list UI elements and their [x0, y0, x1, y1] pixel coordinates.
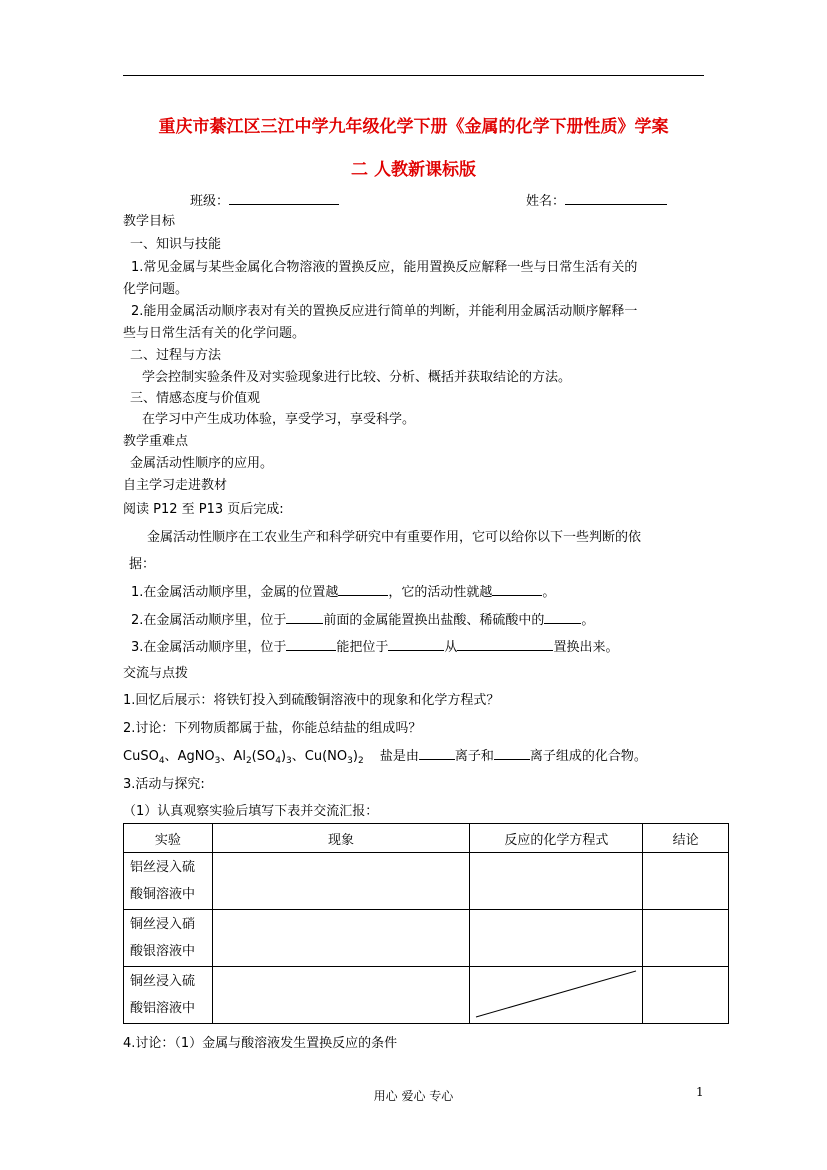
table-header: 现象 [212, 824, 470, 853]
name-blank[interactable] [565, 190, 667, 205]
answer-blank[interactable] [286, 609, 323, 624]
table-header: 结论 [643, 824, 729, 853]
formula-cuno32: $Cu(NO_3)_2$ [304, 749, 364, 766]
fill-question-3: 3.在金属活动顺序里，位于 能把位于 从 置换出来。 [131, 636, 618, 655]
phenomenon-cell[interactable] [212, 910, 470, 967]
equation-cell[interactable] [470, 910, 643, 967]
experiment-cell: 铜丝浸入硝 酸银溶液中 [124, 910, 213, 967]
page-subtitle: 二 人教新课标版 [351, 160, 476, 180]
answer-blank[interactable] [419, 745, 455, 760]
text-line: 在学习中产生成功体验，享受学习，享受科学。 [142, 412, 416, 427]
formula-agno3: AgNO$_3$ [177, 749, 221, 766]
name-label: 姓名： [526, 194, 566, 209]
salt-formula-line: CuSO$_4$、AgNO$_3$、$Al_2(SO_4)_3$、$Cu(NO_3)_2$ 盐是由 离子和 离子组成的化合物。 [123, 745, 647, 766]
text-line: 1.常见金属与某些金属化合物溶液的置换反应，能用置换反应解释一些与日常生活有关的 [131, 260, 638, 275]
text-line: 2.能用金属活动顺序表对有关的置换反应进行简单的判断，并能利用金属活动顺序解释一 [131, 304, 638, 319]
text-line: 4.讨论：（1）金属与酸溶液发生置换反应的条件 [123, 1036, 398, 1051]
text-line: 2.讨论：下列物质都属于盐，你能总结盐的组成吗？ [123, 721, 422, 736]
conclusion-cell[interactable] [643, 910, 729, 967]
equation-cell[interactable] [470, 853, 643, 910]
formula-cuso4: CuSO$_4$ [123, 749, 165, 766]
conclusion-cell[interactable] [643, 967, 729, 1024]
experiment-table [123, 823, 729, 1024]
answer-blank[interactable] [457, 636, 553, 651]
section-heading: 教学目标 [123, 214, 176, 229]
section-heading: 自主学习走进教材 [123, 478, 228, 493]
section-heading: 交流与点拨 [123, 666, 189, 681]
phenomenon-cell[interactable] [212, 967, 470, 1024]
phenomenon-cell[interactable] [212, 853, 470, 910]
text-line: 化学问题。 [123, 282, 189, 297]
class-label: 班级： [190, 194, 230, 209]
answer-blank[interactable] [492, 581, 542, 596]
text-line: 1.回忆后展示：将铁钉投入到硫酸铜溶液中的现象和化学方程式？ [123, 693, 500, 708]
text-line: 据： [129, 557, 156, 572]
table-row [124, 853, 729, 910]
class-blank[interactable] [229, 190, 339, 205]
table-header-row [124, 824, 729, 853]
answer-blank[interactable] [494, 745, 530, 760]
page-title: 重庆市綦江区三江中学九年级化学下册《金属的化学下册性质》学案 [158, 117, 669, 137]
text-line: 金属活动性顺序在工农业生产和科学研究中有重要作用，它可以给你以下一些判断的依 [147, 530, 642, 545]
header-rule [123, 75, 704, 76]
answer-blank[interactable] [388, 636, 444, 651]
class-field [190, 190, 339, 209]
subsection-heading: 一、知识与技能 [130, 237, 222, 252]
table-header: 反应的化学方程式 [470, 824, 643, 853]
text-line: （1）认真观察实验后填写下表并交流汇报： [123, 804, 379, 819]
table-header: 实验 [124, 824, 213, 853]
text-line: 学会控制实验条件及对实验现象进行比较、分析、概括并获取结论的方法。 [142, 370, 572, 385]
text-line: 些与日常生活有关的化学问题。 [123, 326, 306, 341]
text-line: 阅读 P12 至 P13 页后完成: [123, 502, 284, 517]
name-field [526, 190, 667, 209]
formula-al2so43: $Al_2(SO_4)_3$ [233, 749, 292, 766]
diagonal-strike [470, 967, 642, 1023]
fill-question-2: 2.在金属活动顺序里，位于 前面的金属能置换出盐酸、稀硫酸中的 。 [131, 609, 594, 628]
experiment-cell: 铝丝浸入硫 酸铜溶液中 [124, 853, 213, 910]
answer-blank[interactable] [544, 609, 581, 624]
fill-question-1: 1.在金属活动顺序里，金属的位置越 ，它的活动性就越 。 [131, 581, 555, 600]
page-footer: 用心 爱心 专心 [373, 1089, 454, 1103]
subsection-heading: 三、情感态度与价值观 [130, 391, 261, 406]
answer-blank[interactable] [338, 581, 388, 596]
text-line: 3.活动与探究: [123, 777, 205, 792]
subsection-heading: 二、过程与方法 [130, 348, 222, 363]
page-number: 1 [696, 1085, 704, 1099]
equation-cell-crossed [470, 967, 643, 1024]
table-row [124, 910, 729, 967]
conclusion-cell[interactable] [643, 853, 729, 910]
text-line: 金属活动性顺序的应用。 [130, 456, 274, 471]
experiment-cell: 铜丝浸入硫 酸铝溶液中 [124, 967, 213, 1024]
table-row [124, 967, 729, 1024]
answer-blank[interactable] [286, 636, 336, 651]
section-heading: 教学重难点 [123, 434, 189, 449]
